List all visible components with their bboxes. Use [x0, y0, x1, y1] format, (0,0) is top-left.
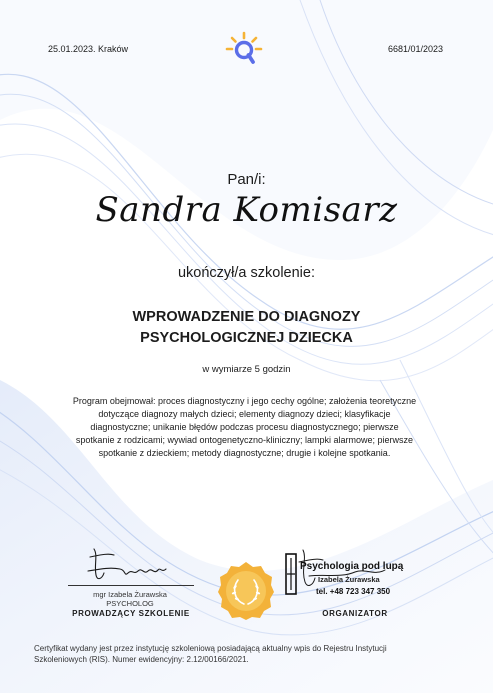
- gold-medal-icon: [216, 560, 276, 620]
- organizer-caption: ORGANIZATOR: [322, 609, 388, 618]
- program-line-4: spotkanie z rodzicami; wywiad ontogenetyczno-kliniczny; lampki alarmowe; pierwsze: [75, 435, 414, 445]
- trainer-name: mgr Izabela Żurawska: [93, 590, 167, 599]
- trainer-role: PSYCHOLOG: [106, 599, 154, 608]
- magnifier-logo-icon: [224, 30, 264, 70]
- completed-text: ukończył/a szkolenie:: [177, 265, 315, 281]
- program-line-1: Program obejmował: proces diagnostyczny i jego cechy ogólne; założenia teoretyczne: [72, 396, 417, 406]
- trainer-caption: PROWADZĄCY SZKOLENIE: [72, 609, 190, 618]
- organizer-stamp-phone: tel. +48 723 347 350: [316, 587, 391, 596]
- course-title: [60, 307, 433, 349]
- program-description: [34, 395, 455, 460]
- trainer-signature-line: [68, 585, 194, 586]
- certificate-number: 6681/01/2023: [387, 44, 443, 54]
- salutation: Pan/i:: [227, 171, 266, 188]
- course-hours: w wymiarze 5 godzin: [202, 364, 291, 375]
- recipient-name: Sandra Komisarz: [95, 190, 398, 230]
- organizer-stamp-title: Psychologia pod lupą: [300, 561, 404, 572]
- program-line-5: spotkanie z dzieckiem; metody diagnostyczne; drugie i kolejne spotkania.: [98, 448, 391, 458]
- course-title-line-2: PSYCHOLOGICZNEJ DZIECKA: [140, 330, 353, 346]
- certificate-footer-note: [34, 643, 455, 665]
- program-line-3: diagnostyczne; unikanie błędów podczas procesu diagnostycznego; pierwsze: [90, 422, 399, 432]
- issue-date-place: 25.01.2023. Kraków: [48, 44, 129, 54]
- program-line-2: dotyczące diagnozy małych dzieci; elementy diagnozy dzieci; klasyfikacje: [98, 409, 391, 419]
- footer-line-1: Certyfikat wydany jest przez instytucję szkoleniową posiadającą aktualny wpis do Rejestru Instytucji: [34, 644, 387, 653]
- trainer-signature: [80, 545, 180, 585]
- organizer-stamp-person: Izabela Żurawska: [318, 575, 380, 584]
- footer-line-2: Szkoleniowych (RIS). Numer ewidencyjny: 2.12/00166/2021.: [34, 655, 249, 664]
- course-title-line-1: WPROWADZENIE DO DIAGNOZY: [132, 309, 361, 325]
